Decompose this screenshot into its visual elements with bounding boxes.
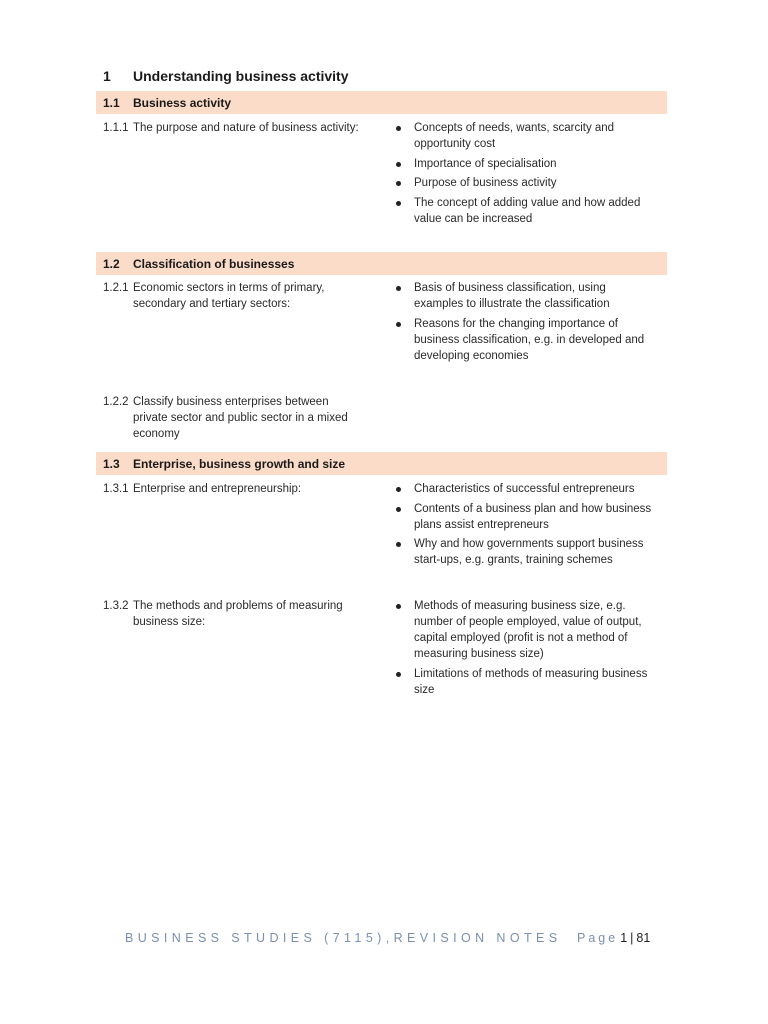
section-header (96, 452, 667, 475)
page-separator: | (630, 931, 634, 945)
topic-text: Economic sectors in terms of primary, secondary and tertiary sectors: (133, 282, 325, 310)
bullet-item: Why and how governments support business start-ups, e.g. grants, training schemes (392, 536, 652, 568)
bullet-icon (396, 507, 401, 512)
bullet-item: Importance of specialisation (392, 156, 652, 172)
bullet-icon (396, 286, 401, 291)
bullet-item: Purpose of business activity (392, 175, 652, 191)
bullet-list (392, 120, 652, 230)
bullet-icon (396, 126, 401, 131)
page-number: 1 (620, 931, 628, 945)
section-number: 1.3 (103, 457, 120, 471)
chapter-number: 1 (103, 68, 111, 84)
topic-text: The purpose and nature of business activity: (133, 122, 359, 134)
page-footer (0, 931, 768, 949)
bullet-list (392, 280, 652, 367)
chapter-heading (96, 68, 667, 90)
section-header (96, 91, 667, 114)
bullet-icon (396, 201, 401, 206)
topic-number: 1.2.2 (103, 396, 129, 408)
bullet-item: Characteristics of successful entrepreneurs (392, 481, 652, 497)
topic-number: 1.3.2 (103, 600, 129, 612)
section-title: Business activity (133, 96, 232, 110)
section-title: Enterprise, business growth and size (133, 457, 346, 471)
bullet-icon (396, 181, 401, 186)
footer-page-indicator (577, 931, 650, 945)
topic-text: The methods and problems of measuring business size: (133, 600, 343, 628)
bullet-icon (396, 487, 401, 492)
topic-number: 1.1.1 (103, 122, 129, 134)
bullet-list (392, 481, 652, 572)
bullet-item: Methods of measuring business size, e.g. number of people employed, value of output, capital employed (profit is not a method of measuring business size) (392, 598, 652, 662)
bullet-icon (396, 162, 401, 167)
bullet-icon (396, 542, 401, 547)
chapter-title: Understanding business activity (133, 68, 349, 84)
bullet-item: Contents of a business plan and how business plans assist entrepreneurs (392, 501, 652, 533)
bullet-icon (396, 672, 401, 677)
section-title: Classification of businesses (133, 257, 295, 271)
bullet-item: Concepts of needs, wants, scarcity and opportunity cost (392, 120, 652, 152)
section-number: 1.2 (103, 257, 120, 271)
page-label: Page (577, 931, 619, 945)
topic-text: Classify business enterprises between private sector and public sector in a mixed economy (133, 396, 348, 440)
page-total: 81 (636, 931, 651, 945)
bullet-item: Limitations of methods of measuring business size (392, 666, 652, 698)
bullet-icon (396, 322, 401, 327)
footer-document-title: BUSINESS STUDIES (7115),REVISION NOTES (125, 931, 562, 945)
bullet-item: Basis of business classification, using examples to illustrate the classification (392, 280, 652, 312)
topic-number: 1.3.1 (103, 483, 129, 495)
bullet-list (392, 598, 652, 701)
topic-number: 1.2.1 (103, 282, 129, 294)
bullet-item: Reasons for the changing importance of business classification, e.g. in developed and developing economies (392, 316, 652, 364)
topic-text: Enterprise and entrepreneurship: (133, 483, 302, 495)
section-header (96, 252, 667, 275)
bullet-icon (396, 604, 401, 609)
bullet-item: The concept of adding value and how added value can be increased (392, 195, 652, 227)
section-number: 1.1 (103, 96, 120, 110)
